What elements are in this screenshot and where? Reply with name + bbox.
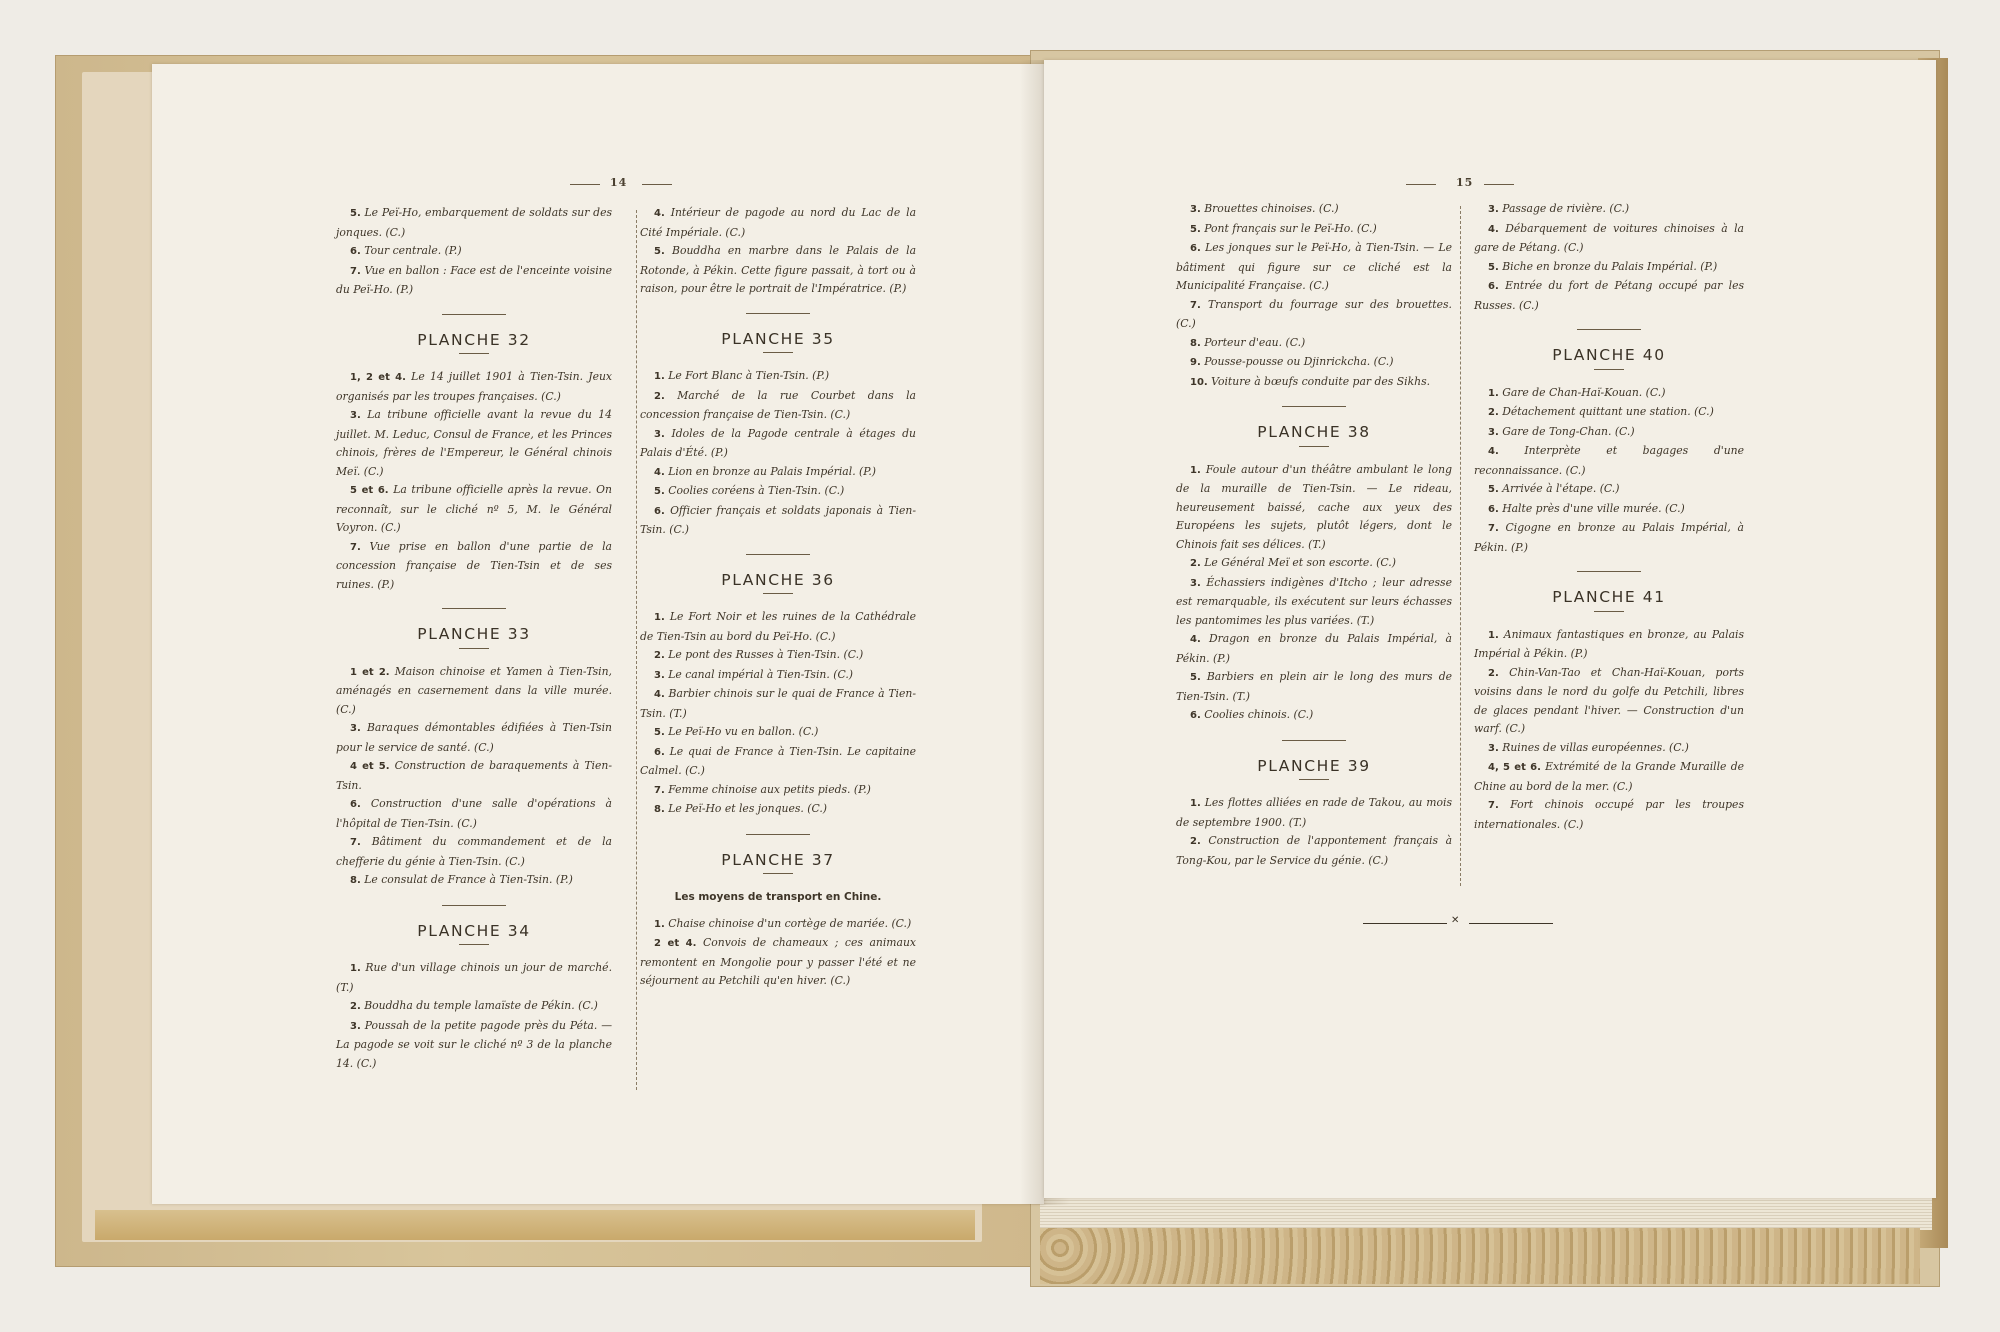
plate-entry-text: Animaux fantastiques en bronze, au Palais Impérial à Pékin. (P.) bbox=[1474, 627, 1744, 660]
plate-entry bbox=[1474, 739, 1744, 759]
title-underline bbox=[763, 873, 793, 874]
plate-entry-number: 3. bbox=[350, 1020, 361, 1032]
plate-entry bbox=[336, 242, 612, 262]
plate-entry-number: 1. bbox=[654, 371, 665, 382]
plate-entry-text: Dragon en bronze du Palais Impérial, à Pékin. (P.) bbox=[1176, 632, 1452, 665]
plate-entry-number: 3. bbox=[1190, 204, 1201, 215]
planche-title: PLANCHE 35 bbox=[721, 329, 835, 348]
section-rule bbox=[1577, 571, 1641, 572]
plate-entry-number: 3. bbox=[350, 723, 361, 734]
plate-entry-number: 6. bbox=[654, 746, 665, 758]
plate-entry-number: 6. bbox=[1488, 503, 1499, 515]
plate-entry bbox=[336, 406, 612, 481]
plate-entry-text: Porteur d'eau. (C.) bbox=[1204, 335, 1306, 349]
plate-entry-number: 5. bbox=[1488, 261, 1499, 273]
plate-entry-text: Construction de l'appontement français à Tong-Kou, par le Service du génie. (C.) bbox=[1176, 834, 1453, 867]
title-underline bbox=[1299, 446, 1329, 447]
plate-entry-number: 4. bbox=[654, 466, 665, 478]
plate-entry-text: La tribune officielle après la revue. On reconnaît, sur le cliché nº 5, M. le Général Voyron. (C.) bbox=[336, 483, 612, 534]
plate-entry-text: Transport du fourrage sur des brouettes. (C.) bbox=[1176, 297, 1452, 330]
plate-entry-number: 4 et 5. bbox=[350, 761, 390, 772]
plate-entry bbox=[1176, 630, 1452, 668]
plate-entry-number: 2. bbox=[1488, 667, 1499, 679]
plate-entry-text: Coolies chinois. (C.) bbox=[1204, 708, 1314, 721]
plate-entry-number: 5. bbox=[654, 246, 665, 257]
plate-entry-text: Rue d'un village chinois un jour de marché. (T.) bbox=[336, 961, 612, 994]
plate-entry-number: 6. bbox=[1488, 281, 1499, 292]
plate-entry bbox=[640, 367, 916, 387]
plate-entry bbox=[1176, 220, 1452, 240]
plate-entry-number: 1, 2 et 4. bbox=[350, 372, 406, 383]
plate-entry-text: Le 14 juillet 1901 à Tien-Tsin. Jeux organisés par les troupes françaises. (C.) bbox=[336, 370, 613, 403]
plate-entry bbox=[640, 204, 916, 242]
plate-entry-text: Le canal impérial à Tien-Tsin. (C.) bbox=[668, 667, 853, 681]
plate-entry bbox=[336, 538, 612, 595]
plate-entry bbox=[336, 368, 612, 406]
plate-entry-number: 7. bbox=[1488, 523, 1499, 534]
plate-entry-text: Biche en bronze du Palais Impérial. (P.) bbox=[1502, 259, 1718, 273]
plate-entry bbox=[1474, 626, 1744, 664]
plate-entry-text: Le quai de France à Tien-Tsin. Le capitaine Calmel. (C.) bbox=[640, 744, 917, 777]
plate-entry bbox=[1176, 832, 1452, 870]
plate-entry bbox=[1474, 384, 1744, 404]
title-underline bbox=[763, 352, 793, 353]
plate-entry-number: 1. bbox=[350, 963, 361, 974]
plate-entry-text: Les flottes alliées en rade de Takou, au mois de septembre 1900. (T.) bbox=[1176, 796, 1452, 829]
text-column-left-2 bbox=[640, 204, 916, 991]
plate-entry bbox=[1176, 200, 1452, 220]
plate-entry bbox=[1176, 334, 1452, 354]
page-number-ornament-right bbox=[1484, 184, 1514, 185]
plate-entry bbox=[336, 481, 612, 538]
plate-entry-text: La tribune officielle avant la revue du 14 juillet. M. Leduc, Consul de France, et les Princes chinois, frères de l'Empereur, le Général chinois Meï. (C.) bbox=[336, 408, 612, 478]
plate-entry-text: Femme chinoise aux petits pieds. (P.) bbox=[668, 782, 871, 796]
plate-entry bbox=[1474, 200, 1744, 220]
plate-entry bbox=[336, 833, 612, 871]
title-underline bbox=[459, 648, 489, 649]
title-underline bbox=[1594, 611, 1624, 612]
plate-entry bbox=[1474, 403, 1744, 423]
book-gilt-edge-left bbox=[95, 1210, 975, 1240]
plate-entry bbox=[1176, 461, 1452, 555]
plate-entry-text: Interprète et bagages d'une reconnaissance. (C.) bbox=[1474, 444, 1744, 477]
plate-entry-number: 5 et 6. bbox=[350, 485, 389, 496]
plate-entry-number: 8. bbox=[1190, 337, 1201, 349]
plate-entry bbox=[640, 723, 916, 743]
section-rule bbox=[746, 313, 810, 314]
plate-entry bbox=[336, 204, 612, 242]
plate-entry-text: Arrivée à l'étape. (C.) bbox=[1502, 482, 1620, 495]
planche-title: PLANCHE 32 bbox=[417, 330, 531, 349]
plate-entry bbox=[1176, 373, 1452, 393]
plate-entry bbox=[1474, 423, 1744, 443]
plate-entry-text: Le pont des Russes à Tien-Tsin. (C.) bbox=[668, 648, 864, 661]
plate-entry bbox=[336, 719, 612, 757]
plate-entry-text: Tour centrale. (P.) bbox=[364, 244, 462, 257]
plate-entry-text: Ruines de villas européennes. (C.) bbox=[1502, 740, 1689, 754]
plate-entry-text: Pousse-pousse ou Djinrickcha. (C.) bbox=[1204, 355, 1394, 368]
plate-entry bbox=[1474, 277, 1744, 315]
plate-entry-text: Marché de la rue Courbet dans la concession française de Tien-Tsin. (C.) bbox=[640, 388, 916, 421]
column-separator bbox=[1460, 206, 1461, 886]
plate-entry-text: Lion en bronze au Palais Impérial. (P.) bbox=[668, 464, 876, 478]
page-number-ornament-left bbox=[570, 184, 600, 185]
plate-entry bbox=[640, 482, 916, 502]
plate-entry-text: Foule autour d'un théâtre ambulant le long de la muraille de Tien-Tsin. — Le rideau, heureusement baissé, cache aux yeux des Européens les sujets, plutôt légers, dont le Chinois fait ses délices. (T.) bbox=[1176, 462, 1452, 551]
title-underline bbox=[763, 593, 793, 594]
plate-entry-text: Pont français sur le Peï-Ho. (C.) bbox=[1204, 221, 1377, 235]
plate-entry-number: 5. bbox=[1488, 484, 1499, 495]
page-number: 14 bbox=[610, 176, 628, 189]
plate-entry bbox=[1176, 706, 1452, 726]
plate-entry-text: Gare de Chan-Haï-Kouan. (C.) bbox=[1502, 385, 1666, 399]
plate-entry-text: Bouddha en marbre dans le Palais de la Rotonde, à Pékin. Cette figure passait, à tort ou à raison, pour être le portrait de l'Impératrice. (P.) bbox=[640, 244, 917, 295]
plate-entry-text: Passage de rivière. (C.) bbox=[1502, 202, 1630, 215]
plate-entry bbox=[1176, 574, 1452, 631]
plate-entry-number: 1. bbox=[1488, 387, 1499, 399]
plate-entry-text: Le consulat de France à Tien-Tsin. (P.) bbox=[364, 873, 573, 886]
plate-entry bbox=[1176, 794, 1452, 832]
planche-title: PLANCHE 41 bbox=[1552, 588, 1666, 606]
plate-entry-number: 4. bbox=[1488, 223, 1499, 235]
plate-entry-number: 6. bbox=[350, 799, 361, 810]
section-rule bbox=[442, 905, 506, 906]
plate-entry-number: 6. bbox=[350, 246, 361, 257]
plate-entry-text: Le Fort Noir et les ruines de la Cathédrale de Tien-Tsin au bord du Peï-Ho. (C.) bbox=[640, 610, 917, 643]
plate-entry-number: 1 et 2. bbox=[350, 666, 390, 678]
plate-entry-text: Détachement quittant une station. (C.) bbox=[1502, 405, 1714, 418]
plate-entry-text: Maison chinoise et Yamen à Tien-Tsin, aménagés en casernement dans la ville murée. (C.) bbox=[336, 664, 612, 716]
section-rule bbox=[1577, 329, 1641, 330]
section-rule bbox=[442, 608, 506, 609]
plate-entry-number: 5. bbox=[350, 208, 361, 219]
section-rule bbox=[442, 314, 506, 315]
plate-entry-text: Intérieur de pagode au nord du Lac de la Cité Impériale. (C.) bbox=[640, 206, 917, 239]
plate-entry bbox=[1176, 239, 1452, 296]
plate-entry-number: 3. bbox=[1488, 742, 1499, 754]
plate-entry-text: Construction de baraquements à Tien-Tsin. bbox=[336, 759, 613, 792]
text-column-left-1 bbox=[336, 204, 612, 1073]
section-rule bbox=[746, 834, 810, 835]
plate-entry-text: Barbiers en plein air le long des murs de Tien-Tsin. (T.) bbox=[1176, 670, 1452, 703]
plate-entry bbox=[640, 608, 916, 646]
column-separator bbox=[636, 210, 637, 1090]
plate-entry-text: Débarquement de voitures chinoises à la gare de Pétang. (C.) bbox=[1474, 221, 1744, 254]
plate-entry-number: 1. bbox=[1190, 798, 1201, 809]
plate-entry-text: Coolies coréens à Tien-Tsin. (C.) bbox=[668, 484, 845, 497]
plate-entry bbox=[1474, 519, 1744, 557]
plate-entry-number: 1. bbox=[654, 918, 665, 930]
plate-entry-number: 7. bbox=[350, 265, 361, 277]
plate-entry-number: 1. bbox=[1488, 629, 1499, 641]
end-ornament: ✕ bbox=[1363, 920, 1553, 928]
title-underline bbox=[1594, 369, 1624, 370]
plate-entry-text: Le Peï-Ho et les jonques. (C.) bbox=[668, 802, 827, 815]
plate-entry-text: Les jonques sur le Peï-Ho, à Tien-Tsin. — Le bâtiment qui figure sur ce cliché est la Municipalité Française. (C.) bbox=[1176, 241, 1453, 292]
plate-entry bbox=[1474, 664, 1744, 739]
plate-entry-number: 6. bbox=[1190, 710, 1201, 721]
plate-entry-number: 5. bbox=[1190, 672, 1201, 683]
book-marbled-cover-bottom bbox=[1040, 1228, 1920, 1284]
page-number-ornament-left bbox=[1406, 184, 1436, 185]
plate-entry-number: 3. bbox=[1488, 426, 1499, 438]
page-stack-right bbox=[1040, 1198, 1932, 1230]
plate-entry-number: 5. bbox=[654, 727, 665, 738]
planche-title: PLANCHE 33 bbox=[417, 625, 531, 643]
page-left bbox=[152, 64, 1044, 1204]
plate-entry bbox=[1176, 296, 1452, 334]
plate-entry bbox=[640, 915, 916, 935]
plate-entry-number: 8. bbox=[350, 875, 361, 886]
plate-entry bbox=[640, 502, 916, 540]
plate-entry-number: 5. bbox=[1190, 223, 1201, 235]
planche-subtitle: Les moyens de transport en Chine. bbox=[674, 891, 882, 903]
plate-entry-text: Le Général Meï et son escorte. (C.) bbox=[1204, 556, 1396, 569]
plate-entry-number: 4. bbox=[654, 689, 665, 700]
plate-entry-number: 6. bbox=[1190, 243, 1201, 254]
plate-entry-text: Chin-Van-Tao et Chan-Haï-Kouan, ports voisins dans le nord du golfe du Petchili, libres de glaces pendant l'hiver. — Construction d'un warf. (C.) bbox=[1474, 665, 1744, 735]
plate-entry-text: Chaise chinoise d'un cortège de mariée. (C.) bbox=[668, 916, 912, 930]
plate-entry-number: 7. bbox=[1488, 800, 1499, 811]
plate-entry bbox=[640, 387, 916, 425]
planche-title: PLANCHE 39 bbox=[1257, 756, 1371, 775]
plate-entry-text: Convois de chameaux ; ces animaux remontent en Mongolie pour y passer l'été et ne séjournent au Petchili qu'en hiver. (C.) bbox=[640, 936, 916, 987]
plate-entry-number: 5. bbox=[654, 486, 665, 497]
plate-entry bbox=[1474, 258, 1744, 278]
plate-entry-number: 3. bbox=[654, 428, 665, 440]
section-rule bbox=[1282, 740, 1346, 741]
plate-entry-text: Le Peï-Ho, embarquement de soldats sur des jonques. (C.) bbox=[336, 206, 612, 239]
plate-entry-text: Gare de Tong-Chan. (C.) bbox=[1502, 424, 1635, 438]
plate-entry-number: 6. bbox=[654, 505, 665, 517]
plate-entry bbox=[336, 663, 612, 720]
page-right bbox=[1044, 60, 1936, 1198]
plate-entry bbox=[1176, 668, 1452, 706]
plate-entry-number: 4, 5 et 6. bbox=[1488, 762, 1541, 773]
plate-entry bbox=[640, 242, 916, 299]
plate-entry-number: 9. bbox=[1190, 357, 1201, 368]
plate-entry-number: 3. bbox=[1190, 577, 1201, 589]
plate-entry bbox=[336, 871, 612, 891]
plate-entry-text: Poussah de la petite pagode près du Péta. — La pagode se voit sur le cliché nº 3 de la planche 14. (C.) bbox=[336, 1018, 613, 1070]
plate-entry-number: 3. bbox=[654, 669, 665, 681]
plate-entry-text: Idoles de la Pagode centrale à étages du Palais d'Été. (P.) bbox=[640, 426, 916, 459]
text-column-right-1 bbox=[1176, 200, 1452, 870]
plate-entry-number: 4. bbox=[1190, 634, 1201, 645]
plate-entry-number: 7. bbox=[350, 837, 361, 848]
plate-entry-number: 7. bbox=[350, 541, 361, 553]
title-underline bbox=[459, 944, 489, 945]
plate-entry bbox=[1474, 220, 1744, 258]
plate-entry bbox=[336, 1017, 612, 1074]
plate-entry bbox=[640, 781, 916, 801]
plate-entry-text: Officier français et soldats japonais à Tien-Tsin. (C.) bbox=[640, 503, 916, 536]
plate-entry-number: 2. bbox=[1190, 836, 1201, 847]
plate-entry bbox=[1474, 796, 1744, 834]
plate-entry-number: 7. bbox=[1190, 299, 1201, 311]
plate-entry-text: Cigogne en bronze au Palais Impérial, à Pékin. (P.) bbox=[1474, 521, 1744, 554]
plate-entry-number: 4. bbox=[654, 208, 665, 219]
plate-entry-number: 2 et 4. bbox=[654, 938, 697, 949]
plate-entry-text: Halte près d'une ville murée. (C.) bbox=[1502, 501, 1685, 515]
plate-entry-text: Vue en ballon : Face est de l'enceinte voisine du Peï-Ho. (P.) bbox=[336, 263, 612, 296]
plate-entry bbox=[640, 646, 916, 666]
plate-entry-text: Échassiers indigènes d'Itcho ; leur adresse est remarquable, ils exécutent sur leurs échasses les pantomimes les plus variées. (T.) bbox=[1176, 575, 1452, 627]
plate-entry bbox=[336, 795, 612, 833]
plate-entry-number: 10. bbox=[1190, 376, 1208, 388]
plate-entry-text: Le Fort Blanc à Tien-Tsin. (P.) bbox=[668, 369, 830, 382]
plate-entry bbox=[1176, 353, 1452, 373]
planche-title: PLANCHE 40 bbox=[1552, 346, 1666, 364]
plate-entry bbox=[640, 934, 916, 991]
planche-title: PLANCHE 37 bbox=[721, 850, 835, 869]
plate-entry-text: Vue prise en ballon d'une partie de la concession française de Tien-Tsin et de ses ruines. (P.) bbox=[336, 539, 612, 591]
plate-entry bbox=[640, 685, 916, 723]
plate-entry-text: Extrémité de la Grande Muraille de Chine au bord de la mer. (C.) bbox=[1474, 760, 1744, 793]
plate-entry-number: 2. bbox=[654, 390, 665, 402]
plate-entry bbox=[640, 666, 916, 686]
plate-entry bbox=[1474, 500, 1744, 520]
plate-entry-text: Brouettes chinoises. (C.) bbox=[1204, 202, 1339, 215]
plate-entry bbox=[336, 757, 612, 795]
plate-entry-text: Voiture à bœufs conduite par des Sikhs. bbox=[1211, 374, 1431, 388]
plate-entry-text: Le Peï-Ho vu en ballon. (C.) bbox=[668, 725, 819, 738]
section-rule bbox=[1282, 406, 1346, 407]
plate-entry bbox=[1474, 758, 1744, 796]
plate-entry-text: Bouddha du temple lamaïste de Pékin. (C.) bbox=[364, 999, 598, 1012]
plate-entry bbox=[1176, 554, 1452, 574]
plate-entry bbox=[640, 463, 916, 483]
section-rule bbox=[746, 554, 810, 555]
plate-entry-number: 2. bbox=[350, 1001, 361, 1012]
plate-entry-text: Barbier chinois sur le quai de France à Tien-Tsin. (T.) bbox=[640, 687, 916, 720]
plate-entry bbox=[640, 743, 916, 781]
text-column-right-2 bbox=[1474, 200, 1744, 834]
plate-entry-number: 3. bbox=[350, 410, 361, 421]
plate-entry bbox=[336, 959, 612, 997]
plate-entry-number: 1. bbox=[654, 612, 665, 623]
plate-entry-number: 7. bbox=[654, 784, 665, 796]
page-number: 15 bbox=[1456, 176, 1474, 189]
planche-title: PLANCHE 34 bbox=[417, 921, 531, 940]
plate-entry-number: 2. bbox=[654, 650, 665, 661]
planche-title: PLANCHE 36 bbox=[721, 570, 835, 589]
plate-entry bbox=[640, 425, 916, 463]
plate-entry bbox=[336, 262, 612, 300]
page-number-ornament-right bbox=[642, 184, 672, 185]
plate-entry-number: 4. bbox=[1488, 446, 1499, 457]
title-underline bbox=[1299, 779, 1329, 780]
title-underline bbox=[459, 353, 489, 354]
plate-entry-number: 2. bbox=[1488, 407, 1499, 418]
plate-entry-text: Fort chinois occupé par les troupes internationales. (C.) bbox=[1474, 798, 1744, 831]
plate-entry-number: 1. bbox=[1190, 464, 1201, 476]
plate-entry bbox=[1474, 442, 1744, 480]
plate-entry-text: Entrée du fort de Pétang occupé par les Russes. (C.) bbox=[1474, 279, 1745, 312]
plate-entry-number: 8. bbox=[654, 804, 665, 815]
plate-entry-text: Bâtiment du commandement et de la chefferie du génie à Tien-Tsin. (C.) bbox=[336, 835, 612, 868]
plate-entry-text: Construction d'une salle d'opérations à l'hôpital de Tien-Tsin. (C.) bbox=[336, 797, 612, 830]
plate-entry-text: Baraques démontables édifiées à Tien-Tsin pour le service de santé. (C.) bbox=[336, 721, 612, 754]
plate-entry-number: 3. bbox=[1488, 204, 1499, 215]
plate-entry bbox=[336, 997, 612, 1017]
plate-entry bbox=[640, 800, 916, 820]
planche-title: PLANCHE 38 bbox=[1257, 423, 1371, 441]
plate-entry bbox=[1474, 480, 1744, 500]
plate-entry-number: 2. bbox=[1190, 558, 1201, 569]
